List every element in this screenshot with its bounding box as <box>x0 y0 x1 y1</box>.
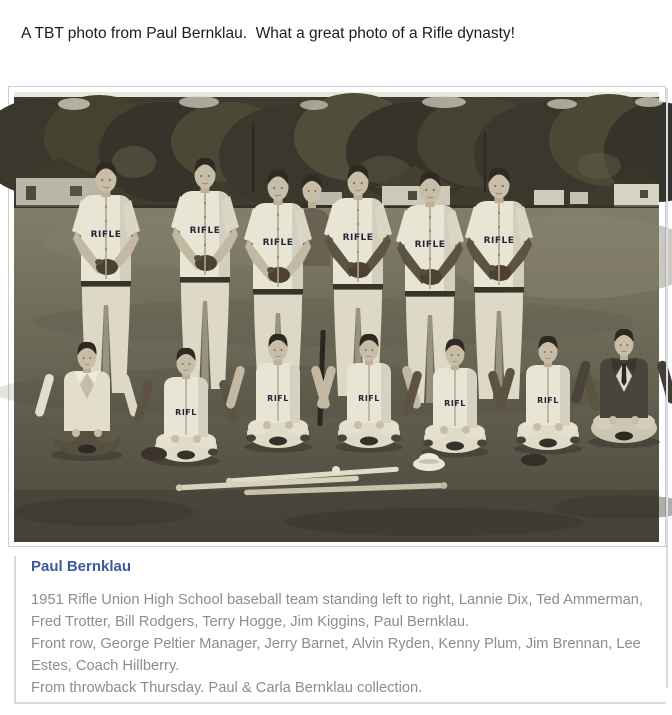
post-header-text: A TBT photo from Paul Bernklau. What a great photo of a Rifle dynasty! <box>21 25 515 42</box>
team-photo[interactable] <box>8 86 666 547</box>
author-name-link[interactable]: Paul Bernklau <box>31 558 132 575</box>
bottom-divider <box>14 702 666 704</box>
baseball <box>332 466 340 474</box>
caption-line: 1951 Rifle Union High School baseball team standing left to right, Lannie Dix, Ted Ammerman, Fred Trotter, Bill Rodgers, Terry Hogge, Jim Kiggins, Paul Bernklau. <box>31 592 644 630</box>
page-edge-line <box>666 88 668 688</box>
photo-caption <box>31 589 658 699</box>
team-photo-illustration <box>14 92 659 542</box>
cap <box>521 454 547 466</box>
glove <box>141 447 167 461</box>
caption-line: From throwback Thursday. Paul & Carla Bernklau collection. <box>31 680 423 696</box>
caption-left-rule <box>14 556 16 702</box>
caption-line: Front row, George Peltier Manager, Jerry Barnet, Alvin Ryden, Kenny Plum, Jim Brennan, Lee Estes, Coach Hillberry. <box>31 636 641 674</box>
